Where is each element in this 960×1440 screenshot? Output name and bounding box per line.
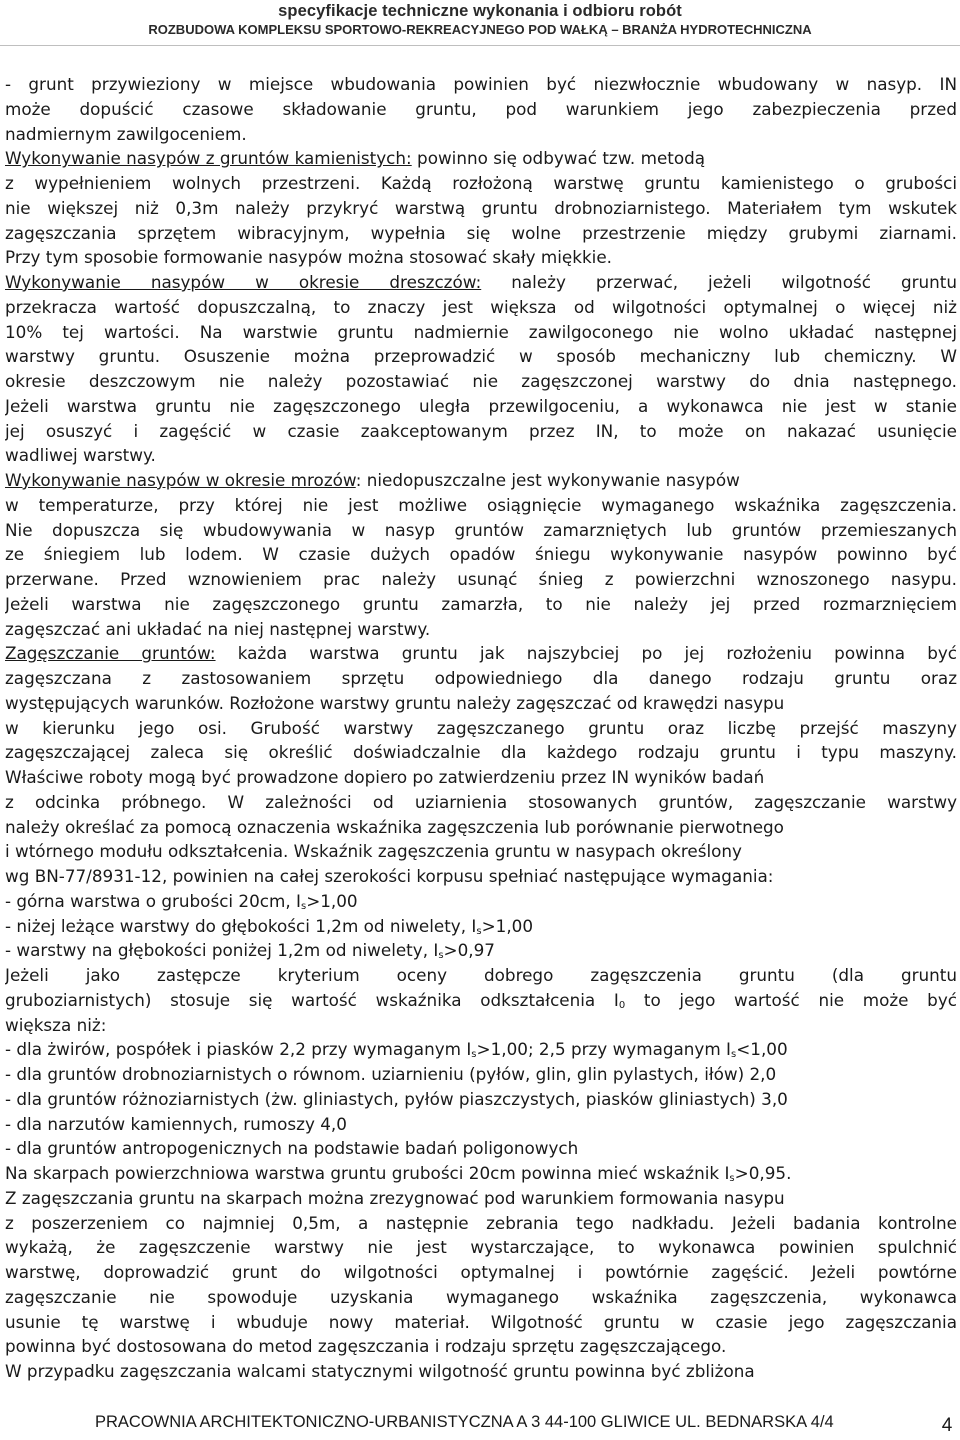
text-run: Jeżeli jako zastępcze kryterium oceny dobrego zagęszczenia gruntu (dla gruntu — [5, 965, 957, 985]
text-run: W przypadku zagęszczania walcami statycznymi wilgotność gruntu powinna być zbliżona — [5, 1361, 755, 1381]
text-run: - dla gruntów drobnoziarnistych o równom. uziarnieniu (pyłów, glin, glin pylastych, iłów) 2,0 — [5, 1064, 777, 1084]
text-run: >1,00 — [306, 890, 358, 911]
text-run: - dla narzutów kamiennych, rumoszy 4,0 — [5, 1113, 347, 1134]
text-line — [5, 1235, 957, 1260]
footer-text: PRACOWNIA ARCHITEKTONICZNO-URBANISTYCZNA A 3 44-100 GLIWICE UL. BEDNARSKA 4/4 — [95, 1413, 834, 1431]
text-line — [5, 740, 957, 765]
text-run: okresie deszczowym nie należy pozostawiać nie zagęszczonej warstwy do dnia następnego. — [5, 371, 957, 391]
text-run: zagęszczania sprzętem wibracyjnym, wypełnia się wolne przestrzenie między grubymi ziarnami. — [5, 222, 957, 243]
subscript-text: s — [729, 1173, 735, 1184]
text-run: nie większej niż 0,3m należy przykryć warstwą gruntu drobnoziarnistego. Materiałem tym wskutek — [5, 197, 957, 218]
text-run: z odcinka próbnego. W zależności od uziarnienia stosowanych gruntów, zagęszczanie warstwy — [5, 791, 957, 812]
text-line — [5, 1161, 957, 1186]
text-run: Jeżeli warstwa gruntu nie zagęszczonego uległa przewilgoceniu, a wykonawca nie jest w stanie — [5, 395, 957, 416]
text-line — [5, 1136, 957, 1161]
text-line — [5, 1087, 957, 1112]
text-run: przekracza wartość dopuszczalną, to znaczy jest większa od wilgotności optymalnej o więcej niż — [5, 296, 957, 317]
text-line — [5, 1334, 957, 1359]
text-line — [5, 196, 957, 221]
text-line — [5, 295, 957, 320]
text-run: wykażą, że zagęszczenie warstwy nie jest wystarczające, to wykonawca powinien spulchnić — [5, 1237, 957, 1258]
text-run: Właściwe roboty mogą być prowadzone dopiero po zatwierdzeniu przez IN wyników badań — [5, 767, 765, 787]
text-line — [5, 369, 957, 394]
text-line — [5, 1112, 957, 1137]
subscript-text: s — [300, 900, 307, 912]
text-run: należy określać za pomocą oznaczenia wskaźnika zagęszczenia lub porównanie pierwotnego — [5, 816, 784, 837]
header-divider — [0, 45, 960, 46]
document-body — [5, 72, 957, 1384]
text-run: Przy tym sposobie formowanie nasypów można stosować skały miękkie. — [5, 247, 612, 268]
text-line — [5, 592, 957, 617]
text-run: powinna być dostosowana do metod zagęszczania i rodzaju sprzętu zagęszczającego. — [5, 1336, 727, 1357]
text-run: - grunt przywieziony w miejsce wbudowania powinien być niezwłocznie wbudowany w nasyp. IN — [5, 74, 957, 94]
text-line — [5, 221, 957, 246]
text-line — [5, 493, 957, 518]
text-run: Nie dopuszcza się wbudowywania w nasyp gruntów zamarzniętych lub gruntów przemieszanych — [5, 519, 957, 540]
text-line — [5, 1037, 957, 1062]
text-line — [5, 1285, 957, 1310]
text-line — [5, 641, 957, 666]
text-run: 10% tej wartości. Na warstwie gruntu nadmiernie zawilgoconego nie wolno układać następnej — [5, 321, 957, 342]
subscript-text: s — [438, 950, 444, 962]
text-run: - górna warstwa o grubości 20cm, I — [5, 890, 301, 911]
text-run: warstwę, doprowadzić grunt do wilgotności optymalnej i powtórnie zagęścić. Jeżeli powtórne — [5, 1262, 957, 1282]
underlined-heading: Zagęszczanie gruntów: — [5, 643, 216, 664]
text-line — [5, 320, 957, 345]
text-run: - warstwy na głębokości poniżej 1,2m od niwelety, I — [5, 940, 439, 961]
text-line — [5, 1260, 957, 1285]
text-line — [5, 666, 957, 691]
subscript-text: 0 — [618, 999, 626, 1011]
text-run: należy przerwać, jeżeli wilgotność gruntu — [481, 272, 957, 292]
text-run: Jeżeli warstwa nie zagęszczonego gruntu zamarzła, to nie należy jej przed rozmarznięciem — [5, 593, 957, 614]
header-project-name: ROZBUDOWA KOMPLEKSU SPORTOWO-REKREACYJNEGO POD WAŁKĄ – BRANŻA HYDROTECHNICZNA — [148, 22, 812, 37]
text-line — [5, 716, 957, 741]
text-line — [5, 394, 957, 419]
underlined-heading: Wykonywanie nasypów w okresie mrozów — [5, 470, 356, 490]
text-run: zagęszczanie nie spowoduje uzyskania wymaganego wskaźnika zagęszczenia, wykonawca — [5, 1286, 957, 1307]
text-run: gruboziarnistych) stosuje się wartość wskaźnika odkształcenia I — [5, 989, 619, 1010]
text-run: w kierunku jego osi. Grubość warstwy zagęszczanego gruntu oraz liczbę przejść maszyny — [5, 717, 957, 738]
text-run: występujących warunków. Rozłożone warstwy gruntu należy zagęszczać od krawędzi nasypu — [5, 692, 785, 713]
text-line — [5, 468, 957, 493]
text-line — [5, 839, 957, 864]
text-run: zagęszczana z zastosowaniem sprzętu odpowiedniego dla danego rodzaju gruntu oraz — [5, 668, 957, 688]
page-number: 4 — [941, 1415, 953, 1436]
text-line — [5, 1359, 957, 1384]
text-line — [5, 542, 957, 567]
text-line — [5, 122, 957, 147]
underlined-heading: Wykonywanie nasypów w okresie dreszczów: — [5, 272, 482, 292]
text-run: i wtórnego modułu odkształcenia. Wskaźnik zagęszczenia gruntu w nasypach określony — [5, 841, 742, 862]
header-title: specyfikacje techniczne wykonania i odbioru robót — [278, 2, 682, 20]
text-line — [5, 815, 957, 840]
text-line — [5, 1062, 957, 1087]
text-run: - niżej leżące warstwy do głębokości 1,2m od niwelety, I — [5, 915, 477, 936]
text-run: >1,00; 2,5 przy wymaganym I — [476, 1039, 731, 1060]
text-run: większa niż: — [5, 1014, 107, 1035]
text-run: warstwy gruntu. Osuszenie można przeprowadzić w sposób mechaniczny lub chemiczny. W — [5, 346, 957, 367]
text-run: Na skarpach powierzchniowa warstwa gruntu grubości 20cm powinna mieć wskaźnik I — [5, 1163, 730, 1183]
text-run: w temperaturze, przy której nie jest możliwe osiągnięcie wymaganego wskaźnika zagęszczenia. — [5, 494, 957, 515]
text-line — [5, 270, 957, 295]
text-line — [5, 617, 957, 642]
text-line — [5, 1186, 957, 1211]
text-run: każda warstwa gruntu jak najszybciej po jej rozłożeniu powinna być — [215, 643, 957, 664]
text-run: >1,00 — [481, 915, 534, 936]
text-line — [5, 691, 957, 716]
text-line — [5, 864, 957, 889]
text-line — [5, 419, 957, 444]
text-line — [5, 97, 957, 122]
text-run: zagęszczającej zaleca się określić doświadczalnie dla każdego rodzaju gruntu i typu maszyny. — [5, 742, 957, 763]
text-line — [5, 1310, 957, 1335]
page-header — [0, 0, 960, 44]
text-line — [5, 963, 957, 988]
text-run: wadliwej warstwy. — [5, 445, 156, 466]
text-run: powinno się odbywać tzw. metodą — [411, 148, 706, 169]
text-line — [5, 171, 957, 196]
text-line — [5, 518, 957, 543]
text-run: zagęszczać ani układać na niej następnej warstwy. — [5, 618, 431, 639]
text-line — [5, 765, 957, 790]
text-line — [5, 443, 957, 468]
text-run: ze śniegiem lub lodem. W czasie dużych opadów śniegu wykonywanie nasypów powinno być — [5, 544, 957, 565]
text-run: z poszerzeniem co najmniej 0,5m, a następnie zebrania tego nadkładu. Jeżeli badania kontrolne — [5, 1212, 957, 1233]
text-run: może dopuścić czasowe składowanie gruntu, pod warunkiem jego zabezpieczenia przed — [5, 98, 957, 119]
text-run: jej osuszyć i zagęścić w czasie zaakceptowanym przez IN, to może on nakazać usunięcie — [5, 420, 957, 441]
text-run: Z zagęszczania gruntu na skarpach można zrezygnować pod warunkiem formowania nasypu — [5, 1187, 785, 1208]
text-run: : niedopuszczalne jest wykonywanie nasypów — [355, 470, 740, 490]
subscript-text: s — [476, 925, 482, 937]
text-run: przerwane. Przed wznowieniem prac należy usunąć śnieg z powierzchni wznoszonego nasypu. — [5, 569, 957, 589]
text-line — [5, 1013, 957, 1038]
text-run: to jego wartość nie może być — [625, 989, 957, 1010]
text-run: wg BN-77/8931-12, powinien na całej szerokości korpusu spełniać następujące wymagania: — [5, 866, 774, 886]
text-line — [5, 72, 957, 97]
text-run: <1,00 — [736, 1039, 788, 1060]
subscript-text: s — [471, 1049, 477, 1061]
text-run: - dla gruntów różnoziarnistych (żw. gliniastych, pyłów piaszczystych, piasków gliniastych) 3,0 — [5, 1088, 788, 1109]
text-line — [5, 567, 957, 592]
underlined-heading: Wykonywanie nasypów z gruntów kamienistych: — [5, 148, 412, 169]
text-run: - dla gruntów antropogenicznych na podstawie badań poligonowych — [5, 1138, 579, 1159]
text-line — [5, 344, 957, 369]
text-line — [5, 988, 957, 1013]
text-line — [5, 790, 957, 815]
text-run: >0,95. — [734, 1163, 792, 1183]
text-line — [5, 1211, 957, 1236]
text-line — [5, 146, 957, 171]
text-line — [5, 245, 957, 270]
text-run: usunie tę warstwę i wbuduje nowy materiał. Wilgotność gruntu w czasie jego zagęszczania — [5, 1311, 957, 1332]
text-run: z wypełnieniem wolnych przestrzeni. Każdą rozłożoną warstwę gruntu kamienistego o grubości — [5, 173, 957, 193]
text-line — [5, 914, 957, 939]
text-run: - dla żwirów, pospółek i piasków 2,2 przy wymaganym I — [5, 1039, 472, 1060]
text-line — [5, 938, 957, 963]
text-run: nadmiernym zawilgoceniem. — [5, 123, 247, 144]
text-line — [5, 889, 957, 914]
subscript-text: s — [731, 1049, 737, 1061]
text-run: >0,97 — [443, 940, 495, 961]
